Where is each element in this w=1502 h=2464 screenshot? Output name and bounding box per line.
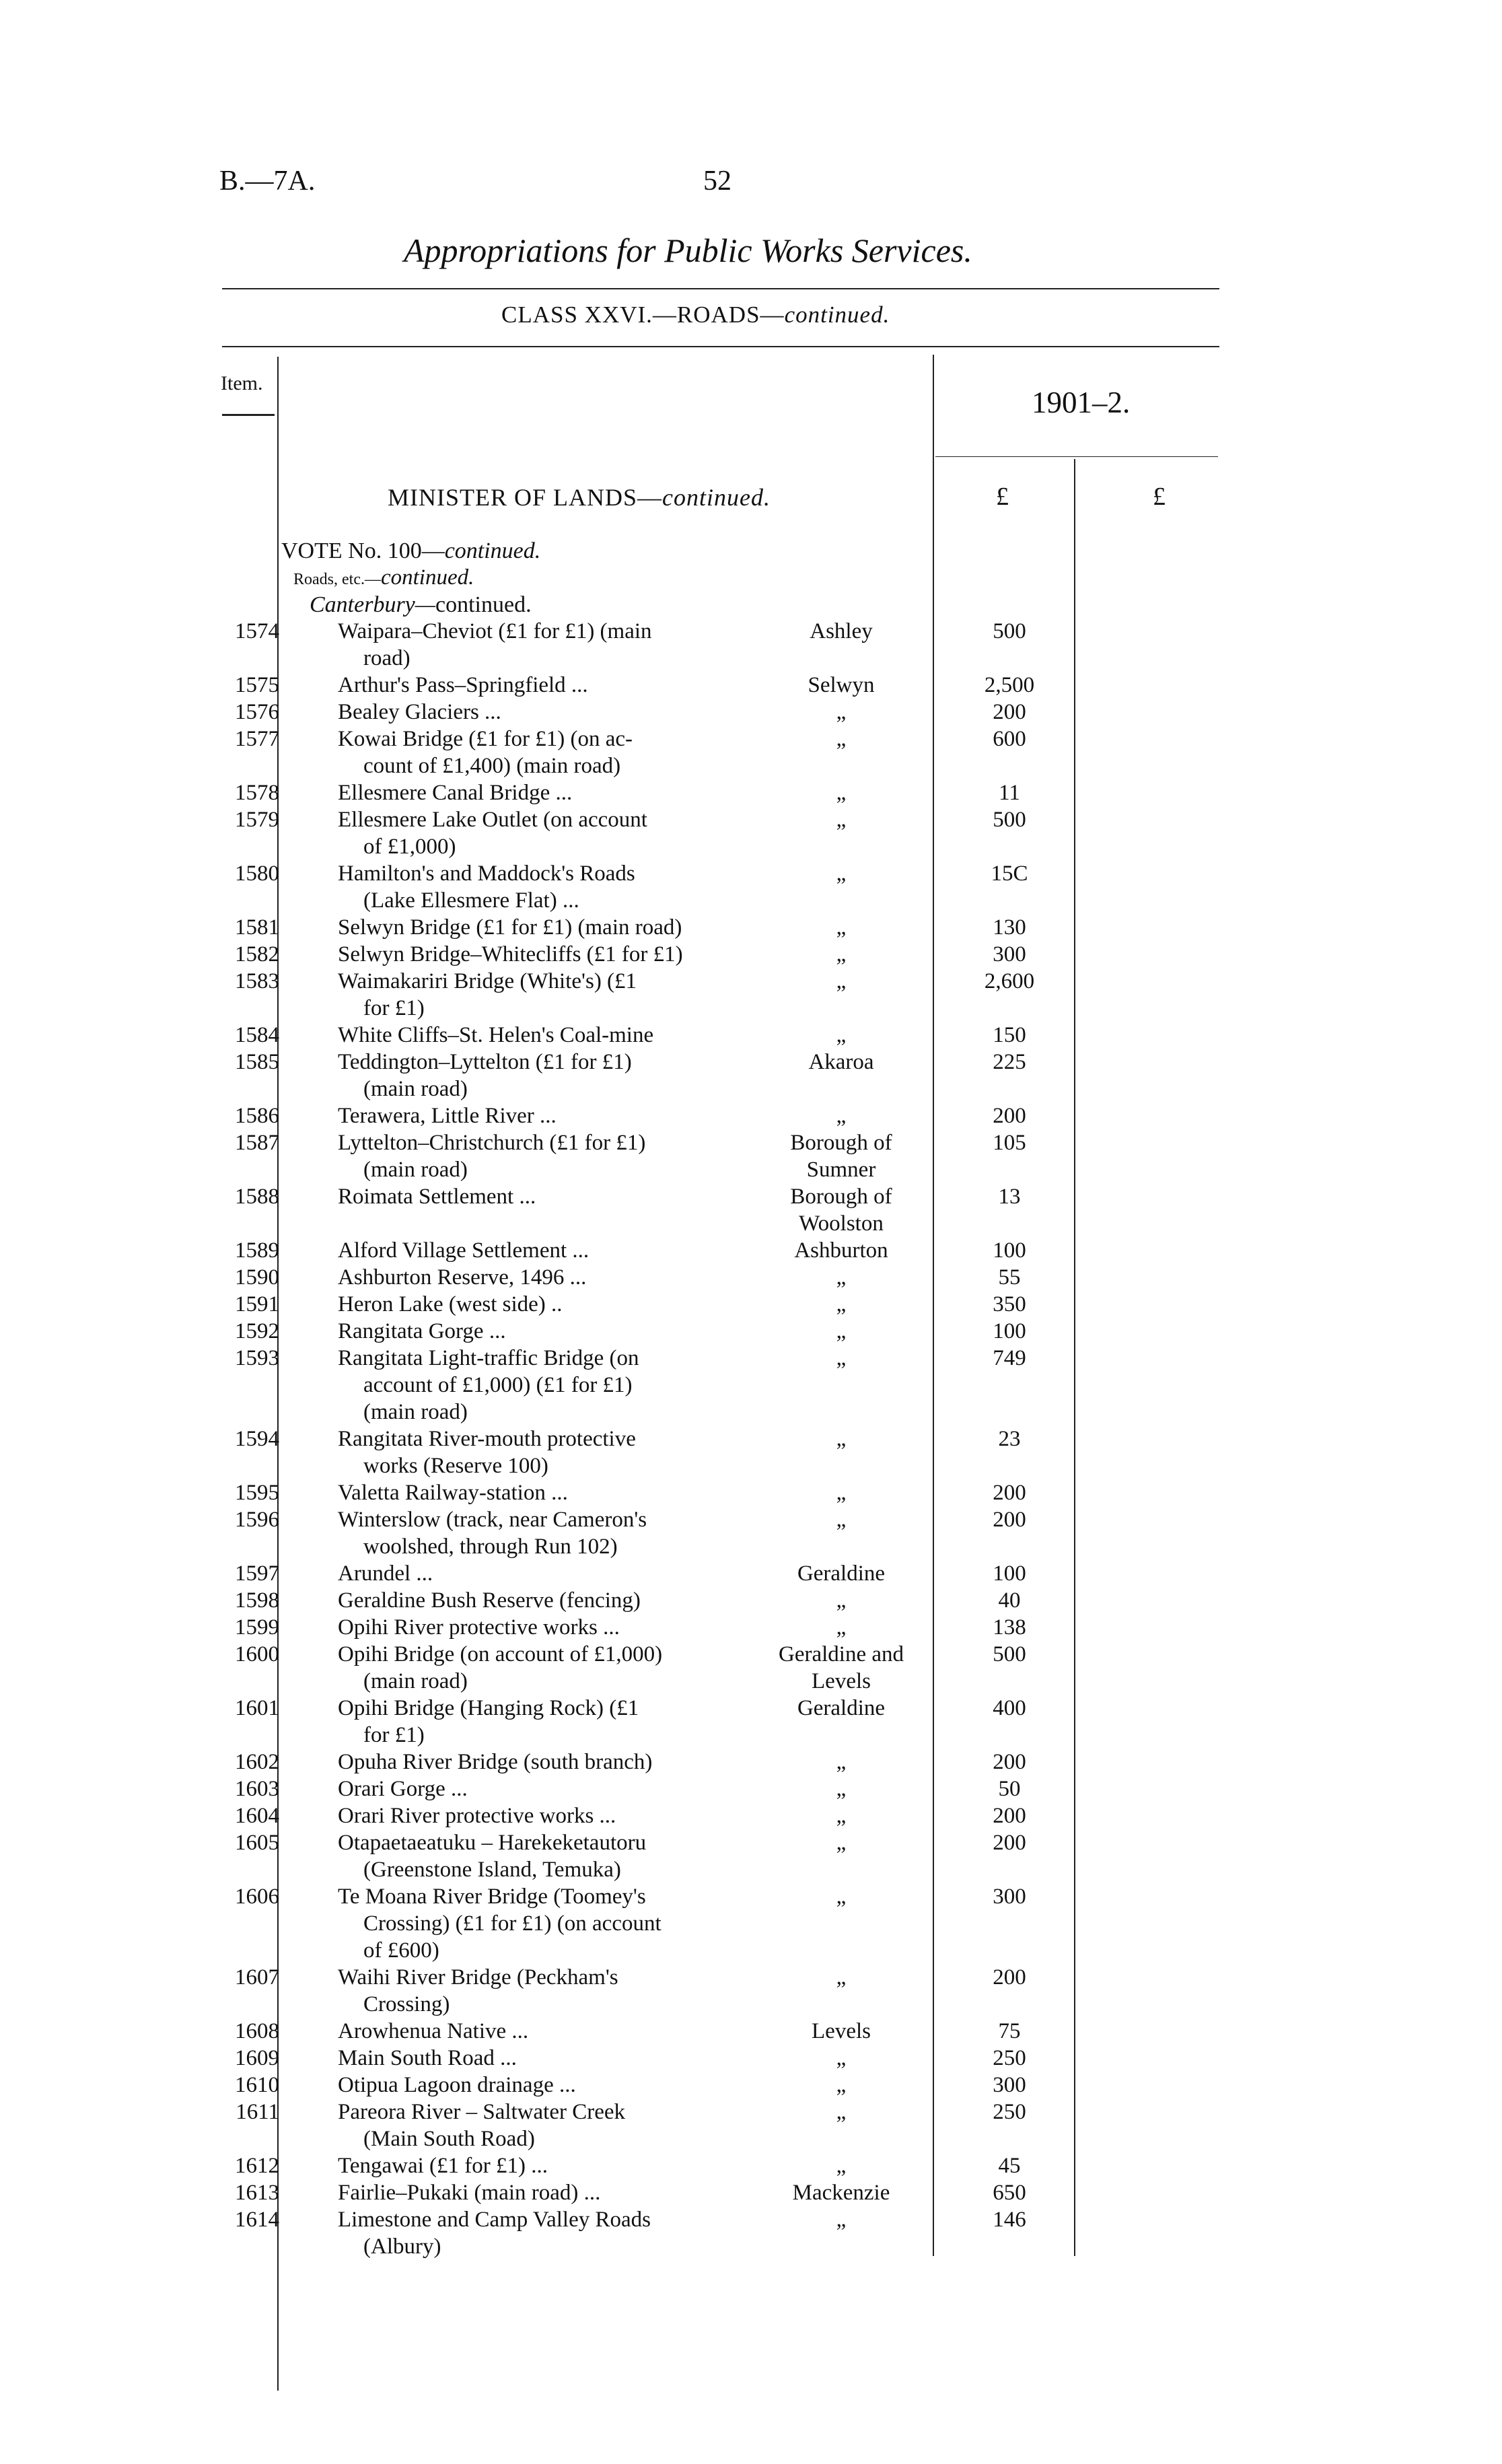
description-line: (Main South Road) bbox=[363, 2127, 535, 2151]
amount: 200 bbox=[993, 1831, 1026, 1855]
electoral-district: „ bbox=[836, 1265, 847, 1290]
pound-header-2: £ bbox=[1153, 483, 1166, 511]
minister-heading-suffix: continued. bbox=[662, 484, 771, 511]
item-number: 1585 bbox=[235, 1050, 279, 1074]
item-description bbox=[338, 1802, 752, 1829]
description-line: (Lake Ellesmere Flat) ... bbox=[363, 888, 579, 913]
class-title-rule bbox=[222, 346, 1219, 347]
description-line: works (Reserve 100) bbox=[363, 1454, 548, 1478]
amount: 150 bbox=[993, 1023, 1026, 1047]
description-line: for £1) bbox=[363, 1723, 425, 1747]
description-line: (Albury) bbox=[363, 2234, 441, 2259]
electoral-district: „ bbox=[836, 1804, 847, 1828]
electoral-district: Geraldine and Levels bbox=[779, 1642, 904, 1693]
description-line: Bealey Glaciers ... bbox=[338, 700, 501, 724]
description-line: Rangitata River-mouth protective bbox=[338, 1427, 636, 1451]
description-line: of £1,000) bbox=[363, 835, 456, 859]
amount: 200 bbox=[993, 1965, 1026, 1990]
item-description bbox=[338, 2045, 752, 2072]
item-number: 1584 bbox=[235, 1023, 279, 1047]
electoral-district: „ bbox=[836, 1777, 847, 1801]
item-description bbox=[338, 1829, 752, 1883]
item-number: 1577 bbox=[235, 727, 279, 751]
electoral-district: Levels bbox=[812, 2019, 871, 2043]
description-line: Te Moana River Bridge (Toomey's bbox=[338, 1885, 646, 1909]
amount: 200 bbox=[993, 1481, 1026, 1505]
item-number: 1582 bbox=[235, 942, 279, 966]
description-line: Tengawai (£1 for £1) ... bbox=[338, 2154, 548, 2178]
electoral-district: Ashburton bbox=[794, 1238, 888, 1263]
description-line: Crossing) bbox=[363, 1992, 450, 2016]
item-description bbox=[338, 2018, 752, 2045]
amount: 13 bbox=[998, 1185, 1021, 1209]
electoral-district: Borough of Woolston bbox=[790, 1185, 892, 1236]
description-line: account of £1,000) (£1 for £1) bbox=[363, 1373, 633, 1397]
description-line: Orari Gorge ... bbox=[338, 1777, 468, 1801]
class-title bbox=[501, 302, 890, 328]
document-reference: B.—7A. bbox=[219, 166, 316, 197]
item-number: 1610 bbox=[235, 2073, 279, 2097]
amount: 105 bbox=[993, 1131, 1026, 1155]
description-line: Ellesmere Lake Outlet (on account bbox=[338, 808, 647, 832]
minister-heading-main: MINISTER OF LANDS— bbox=[388, 484, 663, 511]
description-line: White Cliffs–St. Helen's Coal-mine bbox=[338, 1023, 654, 1047]
description-line: Winterslow (track, near Cameron's bbox=[338, 1508, 647, 1532]
item-number: 1583 bbox=[235, 969, 279, 993]
amount: 225 bbox=[993, 1050, 1026, 1074]
item-description bbox=[338, 1237, 752, 1264]
description-line: (main road) bbox=[363, 1400, 468, 1424]
electoral-district: „ bbox=[836, 969, 847, 993]
item-description bbox=[338, 1479, 752, 1506]
electoral-district: „ bbox=[836, 1750, 847, 1774]
amount: 2,500 bbox=[984, 673, 1035, 697]
item-number: 1593 bbox=[235, 1346, 279, 1370]
item-description bbox=[338, 1560, 752, 1587]
description-line: Opihi River protective works ... bbox=[338, 1615, 620, 1640]
vote-heading-suffix: continued. bbox=[444, 538, 541, 563]
item-description bbox=[338, 672, 752, 699]
electoral-district: „ bbox=[836, 1588, 847, 1613]
description-line: (main road) bbox=[363, 1077, 468, 1101]
amount: 200 bbox=[993, 1750, 1026, 1774]
item-description bbox=[338, 1749, 752, 1775]
item-number: 1603 bbox=[235, 1777, 279, 1801]
amount: 250 bbox=[993, 2100, 1026, 2124]
amount: 50 bbox=[998, 1777, 1021, 1801]
description-line: road) bbox=[363, 646, 410, 670]
item-description bbox=[338, 860, 752, 914]
amount: 100 bbox=[993, 1319, 1026, 1343]
amount: 200 bbox=[993, 1804, 1026, 1828]
item-description bbox=[338, 914, 752, 941]
item-number: 1606 bbox=[235, 1885, 279, 1909]
amount: 75 bbox=[998, 2019, 1021, 2043]
item-number: 1575 bbox=[235, 673, 279, 697]
item-description bbox=[338, 1425, 752, 1479]
description-line: Opihi Bridge (Hanging Rock) (£1 bbox=[338, 1696, 639, 1720]
item-description bbox=[338, 1022, 752, 1049]
electoral-district: „ bbox=[836, 1023, 847, 1047]
amount: 2,600 bbox=[984, 969, 1035, 993]
description-line: Rangitata Gorge ... bbox=[338, 1319, 506, 1343]
item-number: 1611 bbox=[236, 2100, 279, 2124]
item-number: 1609 bbox=[235, 2046, 279, 2070]
electoral-district: Mackenzie bbox=[792, 2181, 890, 2205]
electoral-district: Ashley bbox=[810, 619, 873, 643]
description-line: Otapaetaeatuku – Harekeketautoru bbox=[338, 1831, 647, 1855]
description-line: Ellesmere Canal Bridge ... bbox=[338, 781, 573, 805]
electoral-district: Geraldine bbox=[797, 1696, 886, 1720]
amount: 100 bbox=[993, 1238, 1026, 1263]
item-description bbox=[338, 1614, 752, 1641]
item-number: 1580 bbox=[235, 861, 279, 886]
electoral-district: Geraldine bbox=[797, 1561, 886, 1586]
item-number: 1591 bbox=[235, 1292, 279, 1316]
electoral-district: „ bbox=[836, 861, 847, 886]
item-description bbox=[338, 806, 752, 860]
item-description bbox=[338, 968, 752, 1022]
electoral-district: „ bbox=[836, 2073, 847, 2097]
item-description bbox=[338, 2099, 752, 2152]
description-line: Arthur's Pass–Springfield ... bbox=[338, 673, 588, 697]
page-number: 52 bbox=[703, 166, 731, 197]
item-number: 1596 bbox=[235, 1508, 279, 1532]
electoral-district: Borough of Sumner bbox=[790, 1131, 892, 1182]
title-rule bbox=[222, 288, 1219, 289]
item-number: 1595 bbox=[235, 1481, 279, 1505]
item-number: 1597 bbox=[235, 1561, 279, 1586]
electoral-district: „ bbox=[836, 808, 847, 832]
item-description bbox=[338, 1291, 752, 1318]
amount: 250 bbox=[993, 2046, 1026, 2070]
description-line: Hamilton's and Maddock's Roads bbox=[338, 861, 635, 886]
item-number: 1607 bbox=[235, 1965, 279, 1990]
item-description bbox=[338, 2179, 752, 2206]
description-line: Waimakariri Bridge (White's) (£1 bbox=[338, 969, 637, 993]
description-line: count of £1,400) (main road) bbox=[363, 754, 621, 778]
item-number: 1579 bbox=[235, 808, 279, 832]
year-column-header: 1901–2. bbox=[1032, 386, 1131, 419]
item-number: 1612 bbox=[235, 2154, 279, 2178]
amount: 23 bbox=[998, 1427, 1021, 1451]
item-number: 1598 bbox=[235, 1588, 279, 1613]
electoral-district: „ bbox=[836, 2154, 847, 2178]
amount: 350 bbox=[993, 1292, 1026, 1316]
description-line: Waihi River Bridge (Peckham's bbox=[338, 1965, 618, 1990]
amount: 300 bbox=[993, 1885, 1026, 1909]
roads-heading-suffix: continued. bbox=[380, 565, 474, 590]
district-heading-main: Canterbury— bbox=[310, 592, 435, 617]
class-title-suffix: continued. bbox=[784, 302, 890, 328]
amount: 200 bbox=[993, 1104, 1026, 1128]
electoral-district: „ bbox=[836, 1481, 847, 1505]
item-description bbox=[338, 726, 752, 779]
electoral-district: „ bbox=[836, 727, 847, 751]
description-line: Arowhenua Native ... bbox=[338, 2019, 529, 2043]
description-line: Valetta Railway-station ... bbox=[338, 1481, 568, 1505]
description-line: woolshed, through Run 102) bbox=[363, 1535, 618, 1559]
description-line: Alford Village Settlement ... bbox=[338, 1238, 589, 1263]
item-description bbox=[338, 1102, 752, 1129]
description-line: Selwyn Bridge (£1 for £1) (main road) bbox=[338, 915, 682, 940]
amount: 55 bbox=[998, 1265, 1021, 1290]
electoral-district: „ bbox=[836, 1885, 847, 1909]
description-line: of £600) bbox=[363, 1938, 439, 1963]
electoral-district: „ bbox=[836, 1104, 847, 1128]
item-number: 1578 bbox=[235, 781, 279, 805]
amount: 500 bbox=[993, 619, 1026, 643]
item-number: 1589 bbox=[235, 1238, 279, 1263]
description-line: Roimata Settlement ... bbox=[338, 1185, 536, 1209]
item-column-header: Item. bbox=[221, 372, 263, 394]
description-line: Terawera, Little River ... bbox=[338, 1104, 557, 1128]
item-description bbox=[338, 941, 752, 968]
item-number: 1581 bbox=[235, 915, 279, 940]
item-number: 1587 bbox=[235, 1131, 279, 1155]
roads-heading-main: Roads, etc.— bbox=[293, 571, 381, 588]
electoral-district: „ bbox=[836, 1319, 847, 1343]
description-line: Heron Lake (west side) .. bbox=[338, 1292, 563, 1316]
amount: 200 bbox=[993, 1508, 1026, 1532]
item-number: 1592 bbox=[235, 1319, 279, 1343]
item-number: 1613 bbox=[235, 2181, 279, 2205]
vote-heading bbox=[281, 538, 540, 564]
electoral-district: „ bbox=[836, 1508, 847, 1532]
description-line: Ashburton Reserve, 1496 ... bbox=[338, 1265, 587, 1290]
amount: 400 bbox=[993, 1696, 1026, 1720]
item-number: 1600 bbox=[235, 1642, 279, 1666]
item-number: 1586 bbox=[235, 1104, 279, 1128]
description-line: Orari River protective works ... bbox=[338, 1804, 616, 1828]
item-description bbox=[338, 1964, 752, 2018]
item-description bbox=[338, 1695, 752, 1749]
description-line: Crossing) (£1 for £1) (on account bbox=[363, 1911, 661, 1936]
amount: 749 bbox=[993, 1346, 1026, 1370]
amount: 15C bbox=[991, 861, 1028, 886]
item-number: 1594 bbox=[235, 1427, 279, 1451]
description-line: Waipara–Cheviot (£1 for £1) (main bbox=[338, 619, 652, 643]
item-number: 1590 bbox=[235, 1265, 279, 1290]
item-number: 1576 bbox=[235, 700, 279, 724]
amount: 300 bbox=[993, 942, 1026, 966]
electoral-district: „ bbox=[836, 2046, 847, 2070]
electoral-district: Akaroa bbox=[808, 1050, 874, 1074]
description-line: Teddington–Lyttelton (£1 for £1) bbox=[338, 1050, 632, 1074]
item-description bbox=[338, 1318, 752, 1345]
item-description bbox=[338, 699, 752, 726]
page-title: Appropriations for Public Works Services. bbox=[404, 232, 972, 269]
item-description bbox=[338, 1587, 752, 1614]
description-line: Pareora River – Saltwater Creek bbox=[338, 2100, 626, 2124]
description-line: (main road) bbox=[363, 1158, 468, 1182]
item-description bbox=[338, 2152, 752, 2179]
amount: 130 bbox=[993, 915, 1026, 940]
amount-column-rule bbox=[1074, 459, 1075, 2256]
item-header-underline bbox=[222, 414, 275, 416]
amount: 600 bbox=[993, 727, 1026, 751]
electoral-district: „ bbox=[836, 1831, 847, 1855]
description-line: Main South Road ... bbox=[338, 2046, 517, 2070]
description-line: Lyttelton–Christchurch (£1 for £1) bbox=[338, 1131, 646, 1155]
amount: 100 bbox=[993, 1561, 1026, 1586]
electoral-district: „ bbox=[836, 700, 847, 724]
roads-heading bbox=[293, 565, 474, 590]
item-description bbox=[338, 779, 752, 806]
item-number: 1588 bbox=[235, 1185, 279, 1209]
item-number: 1614 bbox=[235, 2208, 279, 2232]
electoral-district: „ bbox=[836, 2208, 847, 2232]
amount: 200 bbox=[993, 700, 1026, 724]
district-column-rule bbox=[933, 355, 934, 2256]
item-description bbox=[338, 618, 752, 672]
description-line: for £1) bbox=[363, 996, 425, 1020]
minister-heading bbox=[388, 483, 771, 512]
amount: 11 bbox=[999, 781, 1020, 805]
description-line: Opihi Bridge (on account of £1,000) bbox=[338, 1642, 663, 1666]
district-heading-suffix: continued. bbox=[435, 592, 532, 617]
description-line: Otipua Lagoon drainage ... bbox=[338, 2073, 576, 2097]
pound-header-1: £ bbox=[996, 483, 1009, 511]
item-number: 1574 bbox=[235, 619, 279, 643]
item-description bbox=[338, 1049, 752, 1102]
electoral-district: „ bbox=[836, 915, 847, 940]
amount: 500 bbox=[993, 1642, 1026, 1666]
item-number: 1608 bbox=[235, 2019, 279, 2043]
description-line: Limestone and Camp Valley Roads bbox=[338, 2208, 651, 2232]
amount: 650 bbox=[993, 2181, 1026, 2205]
amount: 300 bbox=[993, 2073, 1026, 2097]
amount: 146 bbox=[993, 2208, 1026, 2232]
amount: 45 bbox=[998, 2154, 1021, 2178]
description-line: Opuha River Bridge (south branch) bbox=[338, 1750, 653, 1774]
item-description bbox=[338, 1183, 752, 1210]
description-line: (main road) bbox=[363, 1669, 468, 1693]
item-description bbox=[338, 1345, 752, 1425]
vote-heading-main: VOTE No. 100— bbox=[281, 538, 445, 563]
item-description bbox=[338, 1264, 752, 1291]
item-description bbox=[338, 1641, 752, 1695]
item-description bbox=[338, 1506, 752, 1560]
item-description bbox=[338, 2072, 752, 2099]
description-line: Selwyn Bridge–Whitecliffs (£1 for £1) bbox=[338, 942, 683, 966]
item-number: 1602 bbox=[235, 1750, 279, 1774]
amount: 40 bbox=[998, 1588, 1021, 1613]
electoral-district: „ bbox=[836, 1965, 847, 1990]
description-line: Geraldine Bush Reserve (fencing) bbox=[338, 1588, 641, 1613]
item-number: 1599 bbox=[235, 1615, 279, 1640]
item-description bbox=[338, 2206, 752, 2260]
electoral-district: „ bbox=[836, 781, 847, 805]
description-line: (Greenstone Island, Temuka) bbox=[363, 1858, 621, 1882]
electoral-district: „ bbox=[836, 1615, 847, 1640]
electoral-district: Selwyn bbox=[808, 673, 875, 697]
item-number: 1605 bbox=[235, 1831, 279, 1855]
district-heading bbox=[310, 592, 532, 618]
amount: 500 bbox=[993, 808, 1026, 832]
description-line: Arundel ... bbox=[338, 1561, 433, 1586]
item-number: 1601 bbox=[235, 1696, 279, 1720]
electoral-district: „ bbox=[836, 942, 847, 966]
electoral-district: „ bbox=[836, 1292, 847, 1316]
electoral-district: „ bbox=[836, 1427, 847, 1451]
description-line: Rangitata Light-traffic Bridge (on bbox=[338, 1346, 639, 1370]
electoral-district: „ bbox=[836, 2100, 847, 2124]
amount: 138 bbox=[993, 1615, 1026, 1640]
description-line: Fairlie–Pukaki (main road) ... bbox=[338, 2181, 601, 2205]
item-description bbox=[338, 1775, 752, 1802]
year-header-underline bbox=[935, 456, 1218, 457]
description-line: Kowai Bridge (£1 for £1) (on ac- bbox=[338, 727, 633, 751]
electoral-district: „ bbox=[836, 1346, 847, 1370]
item-description bbox=[338, 1883, 752, 1964]
item-number: 1604 bbox=[235, 1804, 279, 1828]
item-description bbox=[338, 1129, 752, 1183]
class-title-main: CLASS XXVI.—ROADS— bbox=[501, 302, 785, 328]
